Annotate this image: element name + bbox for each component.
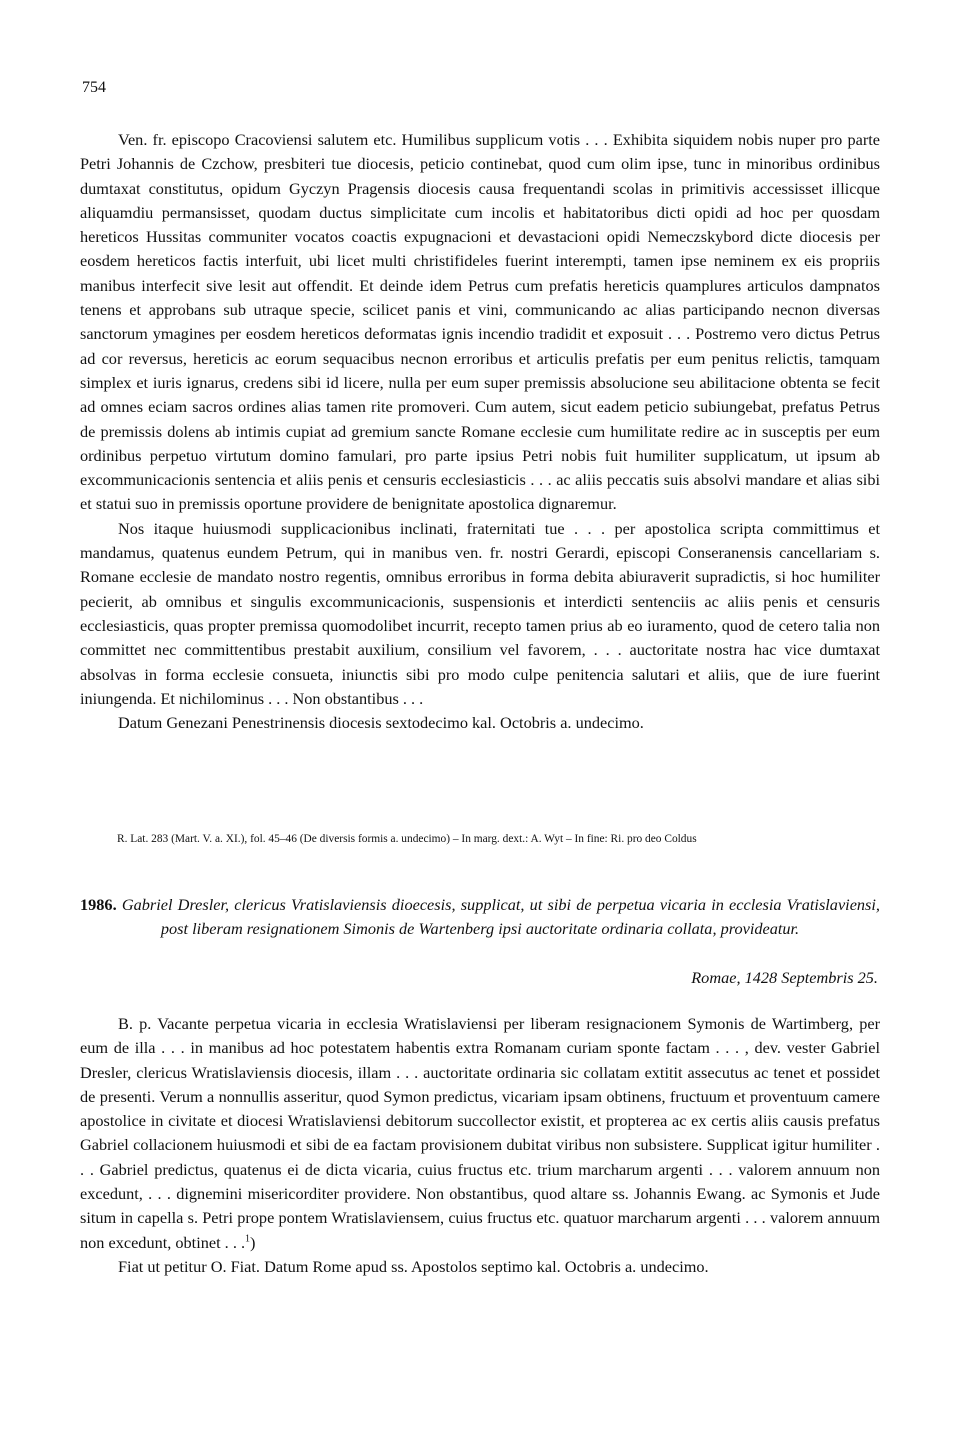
- document-body-1986: [80, 1012, 880, 1279]
- supplication-closing: ): [250, 1232, 256, 1252]
- document-number: 1986.: [80, 895, 117, 914]
- paragraph-petrus-petition: Ven. fr. episcopo Cracoviensi salutem etc. Humilibus supplicum votis . . . Exhibita siquidem nobis nuper pro parte Petri Johannis de Czchow, presbiteri tue diocesis, peticio continebat, quod cum olim ipse, tunc in minoribus ordinibus dumtaxat constitutus, opidum Gyczyn Pragensis diocesis causa frequentandi scolas in primitivis accessisset illicque aliquamdiu permansisset, quodam ductus simplicitate cum incolis et habitatoribus dicti opidi ad hoc per quosdam hereticos Hussitas communiter vocatos coactis expugnacioni et devastacioni opidi Nemeczskybord dicte diocesis per eosdem hereticos factis interfuit, ubi licet multi christifideles fuerint interempti, tamen ipse neminem ex eis propriis manibus interfecit sive lesit aut offendit. Et deinde idem Petrus cum prefatis hereticis quamplures articulos dampnatos tenens et approbans sub utraque specie, scilicet panis et vini, communicando ac alias participando necnon diversas sanctorum ymagines per eosdem hereticos deformatas ignis incendio tradidit et exposuit . . . Postremo vero dictus Petrus ad cor reversus, hereticis ac eorum sequacibus necnon erroribus et articulis prefatis per eum penitus relictis, tamquam simplex et iuris ignarus, credens sibi id licere, nulla per eum super premissis absolucione seu abilitacione obtenta se fecit ad omnes eciam sacros ordines alias tamen rite promoveri. Cum autem, sicut eadem peticio subiungebat, prefatus Petrus de premissis dolens ab intimis cupiat ad gremium sancte Romane ecclesie cum humilitate redire ac in susceptis per eum ordinibus perpetuo virtutum domino famulari, pro parte ipsius Petri nobis fuit humiliter supplicatum, ut ipsum ab excommunicacionis sentencia et aliis penis et censuris ecclesiasticis . . . ac aliis peccatis suis absolvi mandare et alias sibi et statui suo in premissis oportune providere de benignitate apostolica dignaremur.: [80, 130, 880, 514]
- document-body-top: [80, 128, 880, 735]
- source-note: R. Lat. 283 (Mart. V. a. XI.), fol. 45–46 (De diversis formis a. undecimo) – In marg. dext.: A. Wyt – In fine: Ri. pro deo Coldus: [117, 833, 697, 845]
- paragraph-dating-clause: Datum Genezani Penestrinensis diocesis sextodecimo kal. Octobris a. undecimo.: [118, 713, 644, 733]
- footnote-mark: 1: [245, 1233, 251, 1245]
- paragraph-fiat: Fiat ut petitur O. Fiat. Datum Rome apud ss. Apostolos septimo kal. Octobris a. undecimo.: [118, 1256, 709, 1276]
- document-date: Romae, 1428 Septembris 25.: [691, 968, 878, 987]
- supplication-text: B. p. Vacante perpetua vicaria in ecclesia Wratislaviensi per liberam resignacionem Symonis de Wartimberg, per eum de illa . . . in manibus ad hoc potestatem habentis extra Romanam curiam sponte factam . . . , dev. vester Gabriel Dresler, clericus Wratislaviensis diocesis, illam . . . auctoritate ordinaria sic collatam extitit assecutus ac tenet et possidet de presenti. Verum a nonnullis asseritur, quod Symon predictus, vicariam ipsam obtinens, fructuum et proventuum camere apostolice in civitate et diocesi Wratislaviensi debitorum succollector existit, et propterea ac ex certis aliis causis prefatus Gabriel collacionem huiusmodi et sibi de ea factam provisionem dubitat viribus non subsistere. Supplicat igitur humiliter . . . Gabriel predictus, quatenus ei de dicta vicaria, cuius fructus etc. trium marcharum argenti . . . valorem annuum non excedunt, . . . dignemini misericorditer providere. Non obstantibus, quod altare ss. Johannis Ewang. ac Symonis et Jude situm in capella s. Petri prope pontem Wratislaviensem, cuius fructus etc. quatuor marcharum argenti . . . valorem annuum non excedunt, obtinet . . .: [80, 1014, 880, 1252]
- paragraph-papal-mandate: Nos itaque huiusmodi supplicacionibus inclinati, fraternitati tue . . . per apostolica scripta committimus et mandamus, quatenus eundem Petrum, qui in manibus ven. fr. nostri Gerardi, episcopi Conseranensis cancellariam s. Romane ecclesie de mandato nostro regentis, omnibus erroribus in forma debita abiuraverit supradictis, si hoc humiliter pecierit, ab omnibus et singulis excommunicacionis, suspensionis et interdicti sentenciis ac aliis penis et censuris ecclesiasticis, quas propter premissa quomodolibet incurrit, recepto tamen prius ab eo iuramento, quod de cetero talia non committet nec committentibus prestabit auxilium, consilium vel favorem, . . . auctoritate nostra hac vice dumtaxat absolvas in forma ecclesie consueta, iniunctis sibi pro modo culpe penitencia salutari et aliis, que de iure fuerint iniungenda. Et nichilominus . . . Non obstantibus . . .: [80, 518, 880, 708]
- page-number: 754: [82, 79, 106, 96]
- document-heading: [80, 893, 880, 941]
- document-summary: Gabriel Dresler, clericus Vratislaviensis dioecesis, supplicat, ut sibi de perpetua vicaria in ecclesia Vratislaviensi, post liberam resignationem Simonis de Wartenberg ipsi auctoritate ordinaria collata, provideatur.: [121, 895, 880, 938]
- paragraph-supplication: [80, 1012, 880, 1255]
